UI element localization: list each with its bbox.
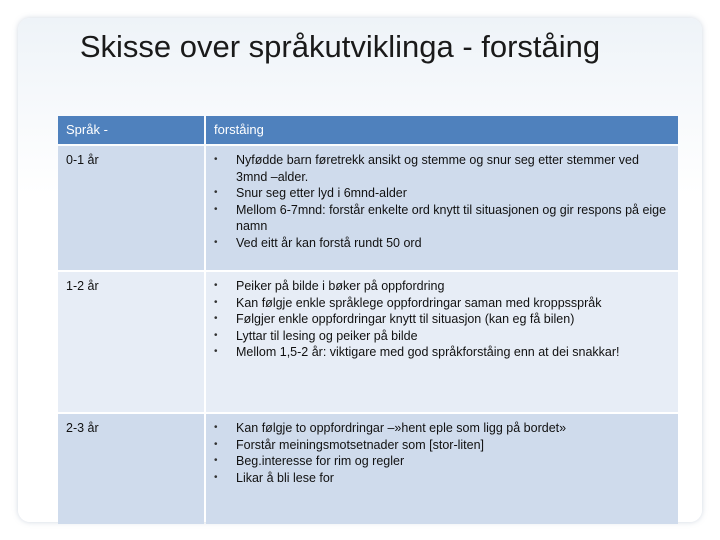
list-item: • Beg.interesse for rim og regler (236, 453, 670, 470)
header-cell-understanding: forståing (206, 116, 678, 144)
list-item: • Nyfødde barn føretrekk ansikt og stemme og snur seg etter stemmer ved 3mnd –alder. (236, 152, 670, 185)
table-row (58, 272, 678, 412)
bullet-list (214, 278, 670, 361)
list-item: • Kan følgje to oppfordringar –»hent eple som ligg på bordet» (236, 420, 670, 437)
list-item: • Kan følgje enkle språklege oppfordringar saman med kroppsspråk (236, 295, 670, 312)
list-item: • Peiker på bilde i bøker på oppfordring (236, 278, 670, 295)
list-item: • Ved eitt år kan forstå rundt 50 ord (236, 235, 670, 252)
items-cell (206, 414, 678, 524)
list-item: • Snur seg etter lyd i 6mnd-alder (236, 185, 670, 202)
list-item: • Følgjer enkle oppfordringar knytt til situasjon (kan eg få bilen) (236, 311, 670, 328)
table-header-row (58, 116, 678, 144)
age-cell: 2-3 år (58, 414, 204, 524)
bullet-list (214, 420, 670, 486)
header-cell-language: Språk - (58, 116, 204, 144)
items-cell (206, 272, 678, 412)
development-table (58, 116, 678, 524)
list-item: • Forstår meiningsmotsetnader som [stor-liten] (236, 437, 670, 454)
list-item: • Lyttar til lesing og peiker på bilde (236, 328, 670, 345)
list-item: • Mellom 1,5-2 år: viktigare med god språkforståing enn at dei snakkar! (236, 344, 670, 361)
list-item: • Mellom 6-7mnd: forstår enkelte ord knytt til situasjonen og gir respons på eige namn (236, 202, 670, 235)
table-row (58, 414, 678, 524)
slide-title: Skisse over språkutviklinga - forståing (79, 29, 601, 64)
items-cell (206, 146, 678, 270)
age-cell: 0-1 år (58, 146, 204, 270)
age-cell: 1-2 år (58, 272, 204, 412)
list-item: • Likar å bli lese for (236, 470, 670, 487)
table-row (58, 146, 678, 270)
bullet-list (214, 152, 670, 251)
